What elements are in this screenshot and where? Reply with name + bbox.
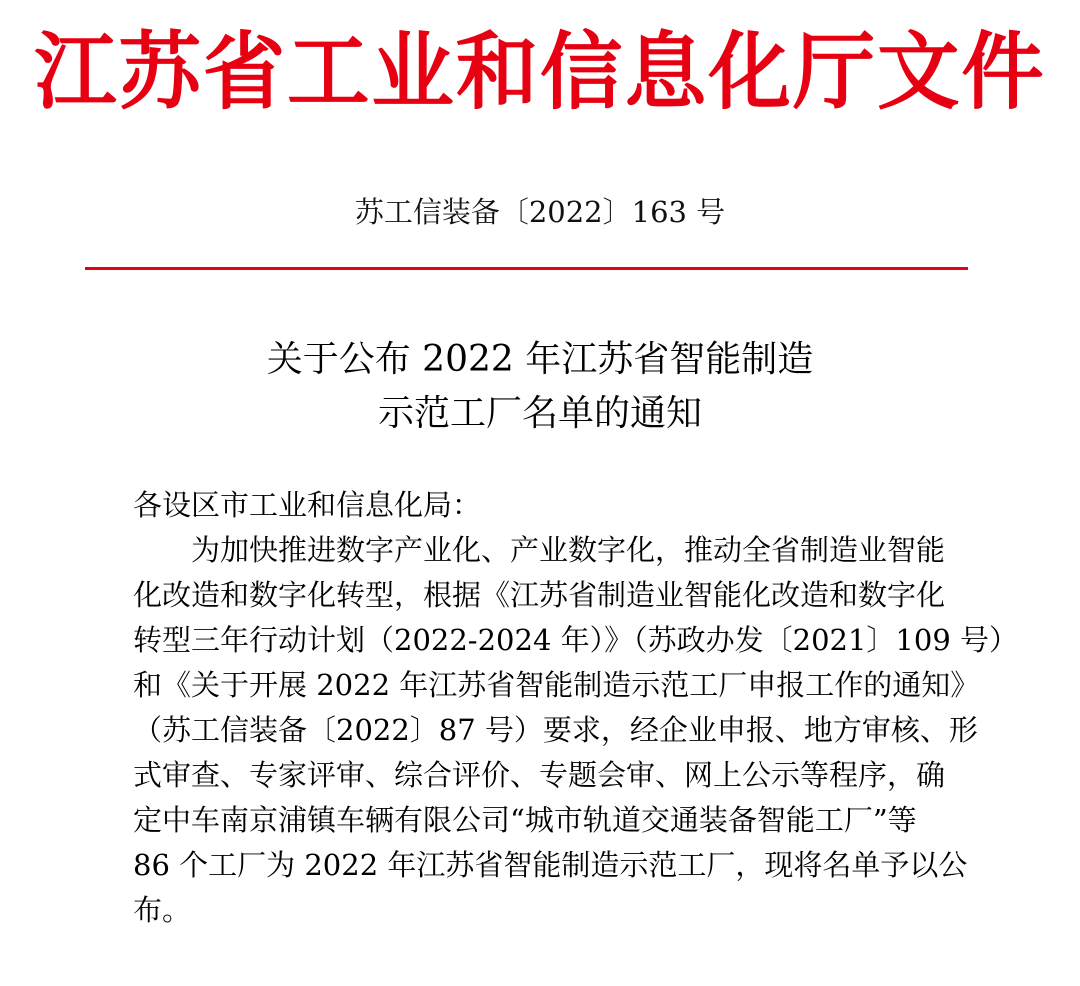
salutation: 各设区市工业和信息化局：	[133, 488, 482, 522]
notice-title	[0, 333, 1080, 441]
body-line-5: （苏工信装备〔2022〕87 号）要求，经企业申报、地方审核、形	[133, 713, 978, 747]
document-number: 苏工信装备〔2022〕163 号	[354, 195, 726, 229]
body-line-1: 为加快推进数字产业化、产业数字化，推动全省制造业智能	[191, 533, 946, 567]
notice-body	[133, 483, 1018, 933]
red-separator-line	[85, 267, 968, 270]
body-line-6: 式审查、专家评审、综合评价、专题会审、网上公示等程序，确	[133, 758, 946, 792]
notice-title-line-2: 示范工厂名单的通知	[377, 393, 702, 434]
body-line-3: 转型三年行动计划（2022-2024 年）》（苏政办发〔2021〕109 号）	[133, 623, 1018, 657]
body-line-4: 和《关于开展 2022 年江苏省智能制造示范工厂申报工作的通知》	[133, 668, 980, 702]
body-line-7: 定中车南京浦镇车辆有限公司“城市轨道交通装备智能工厂”等	[133, 803, 917, 837]
notice-title-line-1: 关于公布 2022 年江苏省智能制造	[266, 339, 814, 380]
document-issuer-title: 江苏省工业和信息化厅文件	[34, 22, 1046, 121]
body-line-9: 布。	[133, 893, 192, 927]
body-line-8: 86 个工厂为 2022 年江苏省智能制造示范工厂，现将名单予以公	[133, 848, 968, 882]
body-line-2: 化改造和数字化转型，根据《江苏省制造业智能化改造和数字化	[133, 578, 946, 612]
